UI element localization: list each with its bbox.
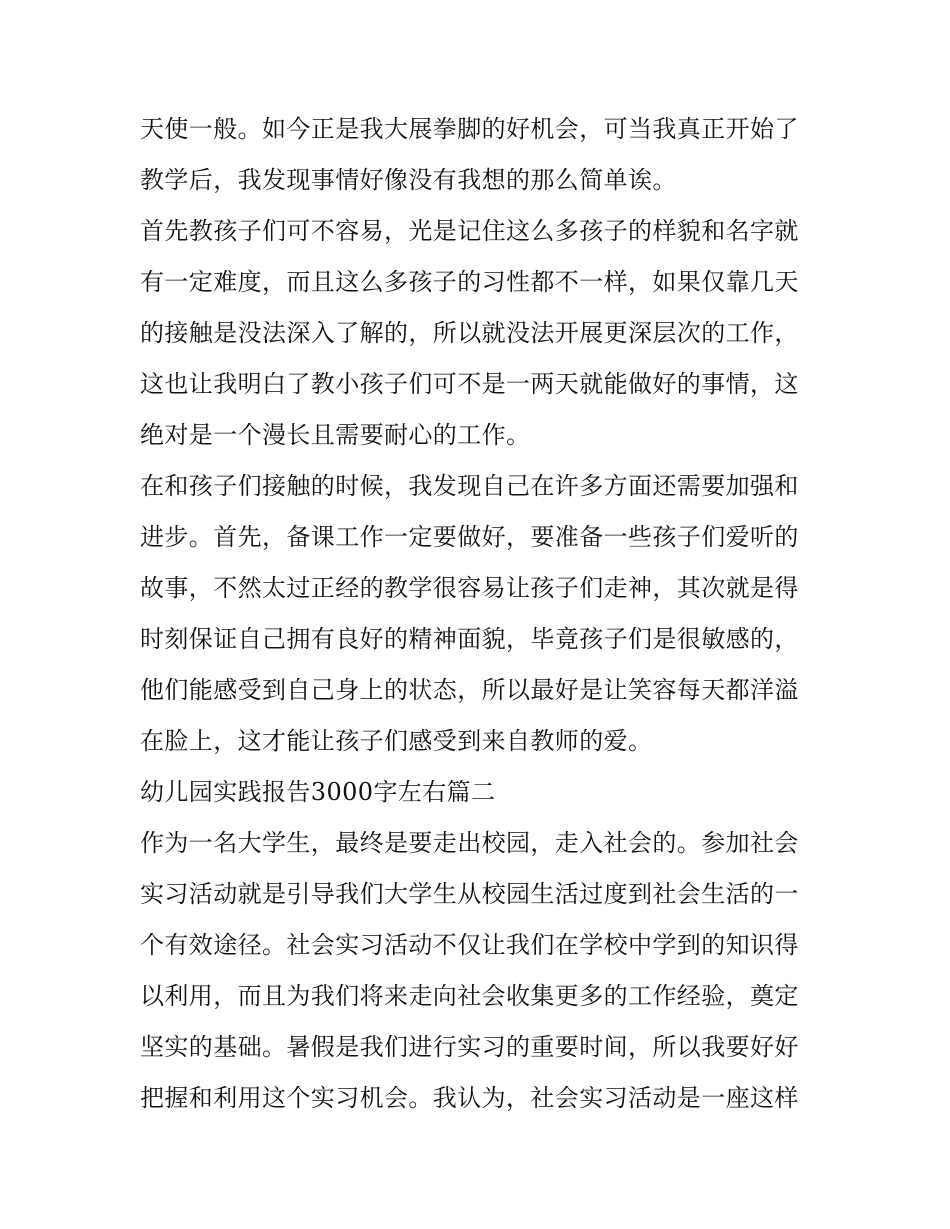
text-line: 时刻保证自己拥有良好的精神面貌，毕竟孩子们是很敏感的， [140, 625, 799, 653]
text-line: 以利用，而且为我们将来走向社会收集更多的工作经验，奠定 [140, 982, 799, 1010]
text-line: 坚实的基础。暑假是我们进行实习的重要时间，所以我要好好 [140, 1033, 799, 1061]
text-line: 故事，不然太过正经的教学很容易让孩子们走神，其次就是得 [140, 574, 799, 602]
text-line: 的接触是没法深入了解的，所以就没法开展更深层次的工作， [140, 319, 799, 347]
text-line: 他们能感受到自己身上的状态，所以最好是让笑容每天都洋溢 [140, 676, 799, 704]
text-line: 教学后，我发现事情好像没有我想的那么简单诶。 [140, 166, 677, 194]
text-line: 在和孩子们接触的时候，我发现自己在许多方面还需要加强和 [140, 472, 799, 500]
text-line: 把握和利用这个实习机会。我认为，社会实习活动是一座这样 [140, 1084, 799, 1112]
text-line: 进步。首先，备课工作一定要做好，要准备一些孩子们爱听的 [140, 523, 799, 551]
text-line: 在脸上，这才能让孩子们感受到来自教师的爱。 [140, 727, 653, 755]
text-line: 有一定难度，而且这么多孩子的习性都不一样，如果仅靠几天 [140, 268, 799, 296]
text-line: 天使一般。如今正是我大展拳脚的好机会，可当我真正开始了 [140, 115, 799, 143]
body-text [140, 104, 820, 1124]
text-line: 首先教孩子们可不容易，光是记住这么多孩子的样貌和名字就 [140, 217, 799, 245]
section-heading: 幼儿园实践报告3000字左右篇二 [140, 778, 496, 806]
text-line: 绝对是一个漫长且需要耐心的工作。 [140, 421, 531, 449]
text-line: 个有效途径。社会实习活动不仅让我们在学校中学到的知识得 [140, 931, 799, 959]
text-line: 这也让我明白了教小孩子们可不是一两天就能做好的事情，这 [140, 370, 799, 398]
text-line: 实习活动就是引导我们大学生从校园生活过度到社会生活的一 [140, 880, 799, 908]
text-line: 作为一名大学生，最终是要走出校园，走入社会的。参加社会 [140, 829, 799, 857]
